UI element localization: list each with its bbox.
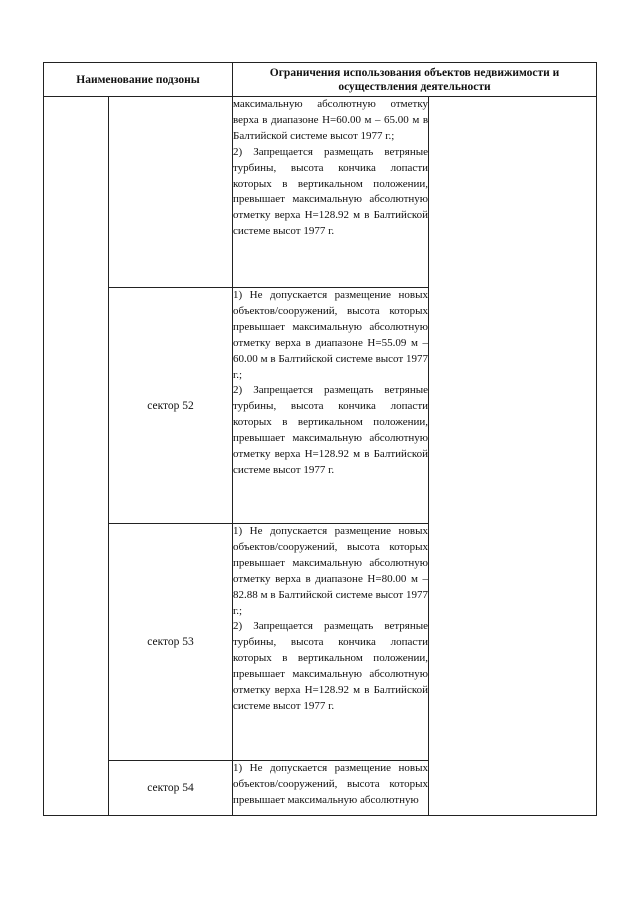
sector-cell [109,97,233,288]
sector-cell: сектор 52 [109,288,233,524]
restrictions-table [43,62,597,816]
restriction-text: 1) Не допускается размещение новых объектов/сооружений, высота которых превышает максимальную абсолютную отметку верха в диапазоне Н=55.09 м – 60.00 м в Балтийской системе высот 1977 г.; 2) Запрещается размещать ветряные турбины, высота кончика лопасти которых в вертикальном положении, превышает максимальную абсолютную отметку верха Н=128.92 м в Балтийской системе высот 1977 г. [233,288,429,524]
table-header-row [44,63,597,97]
header-subzone-name: Наименование подзоны [44,63,233,97]
sector-cell: сектор 53 [109,524,233,761]
sector-cell: сектор 54 [109,761,233,816]
header-restrictions: Ограничения использования объектов недвижимости и осуществления деятельности [233,63,597,97]
table-row [44,97,597,288]
blank-cell [44,97,109,816]
restriction-text: максимальную абсолютную отметку верха в диапазоне Н=60.00 м – 65.00 м в Балтийской системе высот 1977 г.; 2) Запрещается размещать ветряные турбины, высота кончика лопасти которых в вертикальном положении, превышает максимальную абсолютную отметку верха Н=128.92 м в Балтийской системе высот 1977 г. [233,97,429,288]
restriction-text: 1) Не допускается размещение новых объектов/сооружений, высота которых превышает максимальную абсолютную [233,761,429,816]
blank-cell [429,97,597,816]
restriction-text: 1) Не допускается размещение новых объектов/сооружений, высота которых превышает максимальную абсолютную отметку верха в диапазоне Н=80.00 м – 82.88 м в Балтийской системе высот 1977 г.; 2) Запрещается размещать ветряные турбины, высота кончика лопасти которых в вертикальном положении, превышает максимальную абсолютную отметку верха Н=128.92 м в Балтийской системе высот 1977 г. [233,524,429,761]
